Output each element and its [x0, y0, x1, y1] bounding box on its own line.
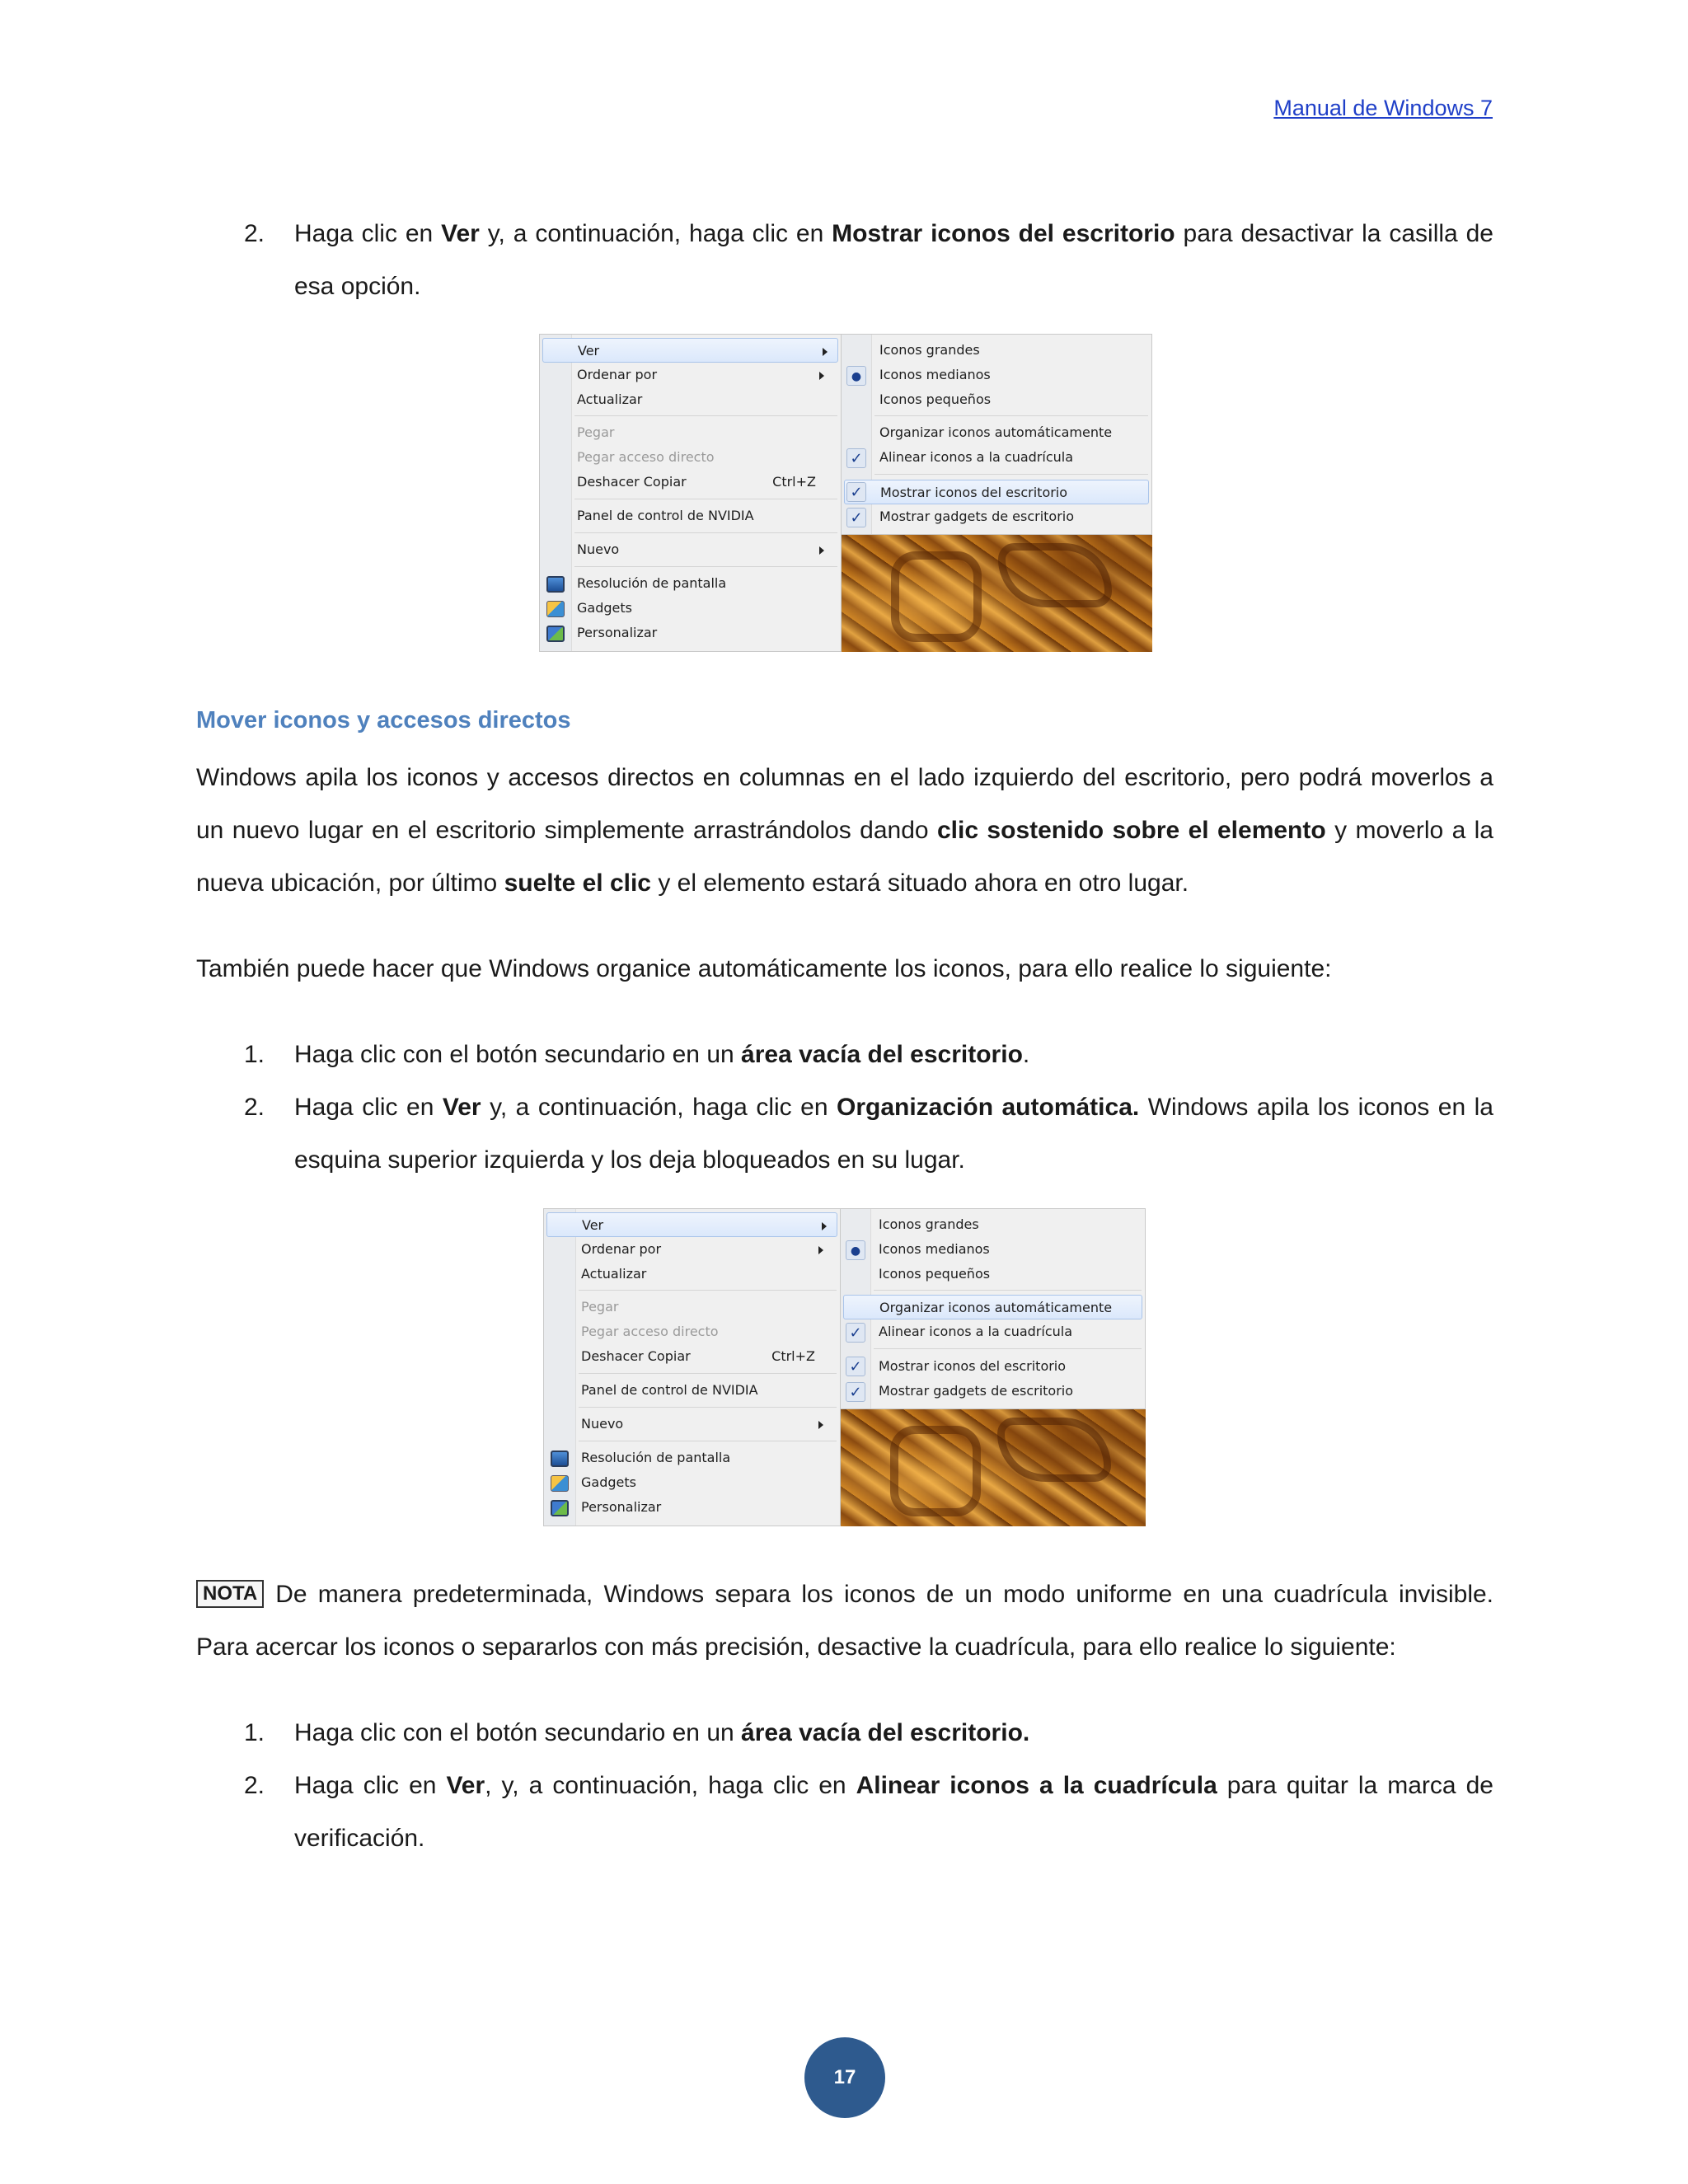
submenu-arrow-icon: [819, 372, 824, 380]
menu-item-alinear[interactable]: Alinear iconos a la cuadrícula: [879, 449, 1074, 465]
menu-item-pegar: Pegar: [577, 424, 615, 440]
menu-item-ordenar[interactable]: Ordenar por: [577, 363, 834, 387]
menu-item-personalizar[interactable]: Personalizar: [581, 1499, 662, 1515]
checkmark-icon: ✓: [846, 1382, 865, 1402]
list-number: 2.: [244, 220, 265, 247]
submenu-arrow-icon: [823, 348, 828, 356]
menu-item-ordenar[interactable]: Ordenar por: [581, 1237, 833, 1262]
menu-item-gadgets[interactable]: Gadgets: [581, 1474, 636, 1490]
menu-item-mostrar-gadgets[interactable]: Mostrar gadgets de escritorio: [879, 509, 1075, 524]
context-menu: [543, 1208, 841, 1526]
menu-item-resolucion[interactable]: Resolución de pantalla: [577, 575, 727, 591]
list-item: [244, 208, 1493, 313]
context-menu-screenshot: [539, 334, 1152, 652]
menu-item-deshacer[interactable]: Deshacer Copiar Ctrl+Z: [581, 1344, 833, 1369]
list-text: Haga clic con el botón secundario en un área vacía del escritorio.: [294, 1041, 1030, 1068]
gadgets-icon: [551, 1475, 569, 1492]
desktop-wallpaper: [841, 1409, 1146, 1526]
list-number: 1.: [244, 1719, 265, 1746]
menu-item-nuevo[interactable]: Nuevo: [577, 537, 834, 562]
menu-item-alinear[interactable]: Alinear iconos a la cuadrícula: [879, 1324, 1073, 1339]
list-text: Haga clic en Ver y, a continuación, haga clic en Mostrar iconos del escritorio para desactivar la casilla de esa opción.: [294, 220, 1493, 300]
menu-item-deshacer[interactable]: Deshacer Copiar Ctrl+Z: [577, 470, 834, 494]
menu-item-pegar: Pegar: [581, 1299, 619, 1315]
menu-item-mostrar-gadgets[interactable]: Mostrar gadgets de escritorio: [879, 1383, 1074, 1399]
menu-item-mostrar-iconos[interactable]: Mostrar iconos del escritorio: [844, 480, 1149, 504]
menu-item-pegar-acceso: Pegar acceso directo: [581, 1324, 719, 1339]
radio-dot-icon: ●: [846, 366, 866, 386]
list-item: [244, 1707, 1493, 1760]
note-paragraph: NOTA De manera predeterminada, Windows separa los iconos de un modo uniforme en una cuadrícula invisible. Para acercar los iconos o separarlos con más precisión, desactive la cuadrícula, para ello realice lo siguiente:: [196, 1581, 1493, 1661]
menu-item-organizar[interactable]: Organizar iconos automáticamente: [879, 424, 1113, 440]
menu-item-iconos-medianos[interactable]: Iconos medianos: [879, 1241, 990, 1257]
personalize-icon: [546, 626, 565, 642]
context-menu-screenshot: [543, 1208, 1156, 1526]
menu-item-personalizar[interactable]: Personalizar: [577, 625, 658, 640]
shortcut-label: Ctrl+Z: [771, 1348, 815, 1364]
header-title-link[interactable]: Manual de Windows 7: [1273, 96, 1493, 120]
menu-item-actualizar[interactable]: Actualizar: [577, 391, 643, 407]
paragraph: También puede hacer que Windows organice automáticamente los iconos, para ello realice lo siguiente:: [196, 955, 1332, 982]
menu-item-iconos-grandes[interactable]: Iconos grandes: [879, 1216, 979, 1232]
checkmark-icon: ✓: [846, 448, 866, 468]
context-menu: [539, 334, 842, 652]
list-text: Haga clic en Ver, y, a continuación, haga clic en Alinear iconos a la cuadrícula para quitar la marca de verificación.: [294, 1772, 1493, 1852]
checkmark-icon: ✓: [846, 508, 866, 527]
list-item: [244, 1760, 1493, 1865]
menu-item-iconos-medianos[interactable]: Iconos medianos: [879, 367, 991, 382]
list-number: 2.: [244, 1094, 265, 1121]
paragraph: Windows apila los iconos y accesos directos en columnas en el lado izquierdo del escritorio, pero podrá moverlos a un nuevo lugar en el escritorio simplemente arrastrándolos dando clic sostenido sobre el elemento y moverlo a la nueva ubicación, por último suelte el clic y el elemento estará situado ahora en otro lugar.: [196, 764, 1493, 897]
submenu-ver: [841, 1208, 1146, 1409]
menu-item-nvidia[interactable]: Panel de control de NVIDIA: [577, 508, 754, 523]
menu-item-resolucion[interactable]: Resolución de pantalla: [581, 1450, 731, 1465]
menu-item-iconos-pequenos[interactable]: Iconos pequeños: [879, 1266, 991, 1282]
list-number: 1.: [244, 1041, 265, 1068]
submenu-arrow-icon: [822, 1222, 827, 1230]
submenu-ver: [842, 334, 1152, 535]
submenu-arrow-icon: [818, 1246, 823, 1254]
menu-item-pegar-acceso: Pegar acceso directo: [577, 449, 715, 465]
shortcut-label: Ctrl+Z: [772, 474, 816, 490]
note-badge: NOTA: [196, 1580, 264, 1608]
checkmark-icon: ✓: [846, 1357, 865, 1376]
menu-item-nuevo[interactable]: Nuevo: [581, 1412, 833, 1436]
submenu-arrow-icon: [819, 546, 824, 555]
monitor-icon: [551, 1451, 569, 1467]
list-number: 2.: [244, 1772, 265, 1799]
menu-item-iconos-grandes[interactable]: Iconos grandes: [879, 342, 980, 358]
menu-item-mostrar-iconos[interactable]: Mostrar iconos del escritorio: [879, 1358, 1067, 1374]
menu-item-actualizar[interactable]: Actualizar: [581, 1266, 647, 1282]
personalize-icon: [551, 1500, 569, 1516]
menu-item-gadgets[interactable]: Gadgets: [577, 600, 632, 616]
menu-item-iconos-pequenos[interactable]: Iconos pequeños: [879, 391, 992, 407]
list-item: [244, 1029, 1493, 1081]
menu-item-nvidia[interactable]: Panel de control de NVIDIA: [581, 1382, 758, 1398]
submenu-arrow-icon: [818, 1421, 823, 1429]
monitor-icon: [546, 576, 565, 593]
menu-item-ver[interactable]: Ver: [546, 1212, 837, 1237]
list-text: Haga clic con el botón secundario en un área vacía del escritorio.: [294, 1719, 1030, 1746]
list-text: Haga clic en Ver y, a continuación, haga clic en Organización automática. Windows apila los iconos en la esquina superior izquierda y los deja bloqueados en su lugar.: [294, 1094, 1493, 1174]
list-item: [244, 1081, 1493, 1187]
section-heading: Mover iconos y accesos directos: [196, 707, 571, 733]
page-number-badge: 17: [804, 2037, 885, 2118]
checkmark-icon: ✓: [846, 1323, 865, 1343]
radio-dot-icon: ●: [846, 1240, 865, 1260]
menu-item-organizar[interactable]: Organizar iconos automáticamente: [843, 1295, 1142, 1319]
desktop-wallpaper: [842, 535, 1152, 652]
checkmark-icon: ✓: [846, 482, 866, 502]
menu-item-ver[interactable]: Ver: [542, 338, 838, 363]
gadgets-icon: [546, 601, 565, 617]
